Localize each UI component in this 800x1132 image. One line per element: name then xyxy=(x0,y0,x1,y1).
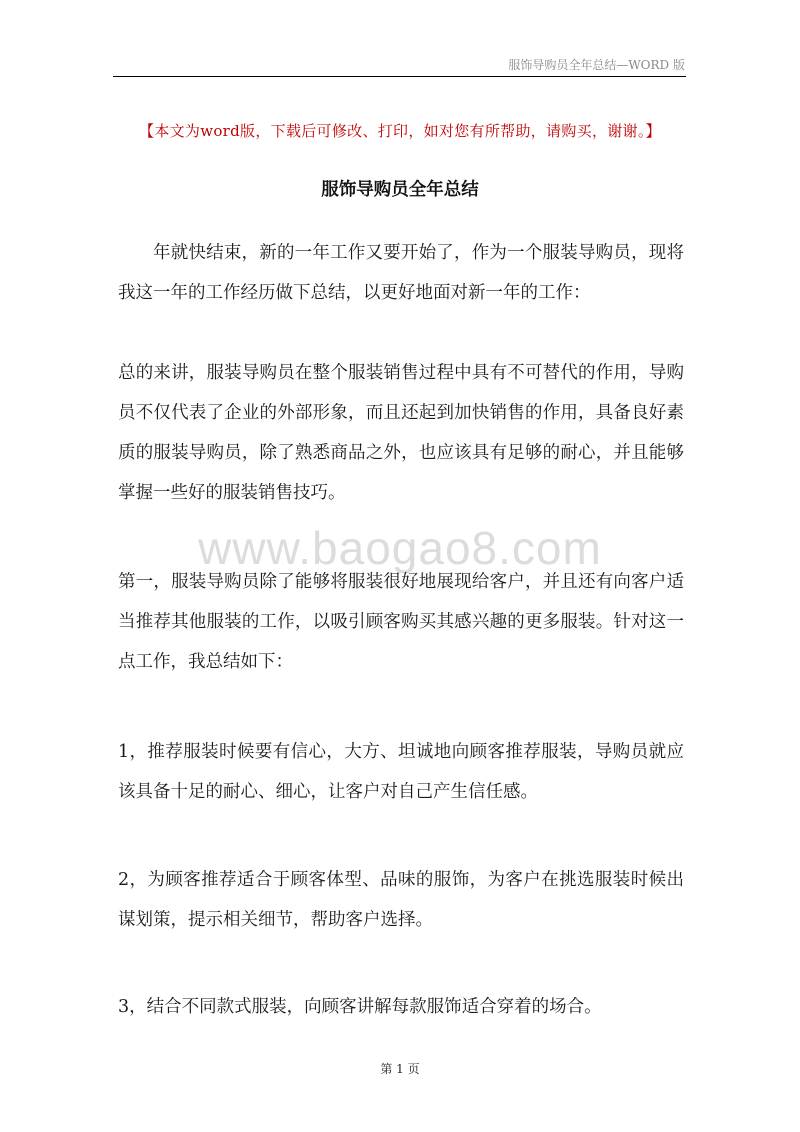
paragraph-overview: 总的来讲，服装导购员在整个服装销售过程中具有不可替代的作用，导购员不仅代表了企业的外部形象，而且还起到加快销售的作用，具备良好素质的服装导购员，除了熟悉商品之外，也应该具有足够的耐心，并且能够掌握一些好的服装销售技巧。 xyxy=(118,363,684,503)
purchase-notice: 【本文为word版，下载后可修改、打印，如对您有所帮助，请购买，谢谢。】 xyxy=(139,122,661,140)
watermark: www.baogao8.com xyxy=(198,522,602,574)
running-header: 服饰导购员全年总结—WORD 版 xyxy=(508,58,685,72)
page-number: 第 1 页 xyxy=(380,1062,420,1076)
paragraph-item-1: 1，推荐服装时候要有信心，大方、坦诚地向顾客推荐服装，导购员就应该具备十足的耐心、细心，让客户对自己产生信任感。 xyxy=(118,742,684,802)
paragraph-item-3: 3，结合不同款式服装，向顾客讲解每款服饰适合穿着的场合。 xyxy=(118,997,602,1017)
paragraph-first-point: 第一，服装导购员除了能够将服装很好地展现给客户，并且还有向客户适当推荐其他服装的工作，以吸引顾客购买其感兴趣的更多服装。针对这一点工作，我总结如下： xyxy=(118,572,684,672)
paragraph-item-2: 2，为顾客推荐适合于顾客体型、品味的服饰，为客户在挑选服装时候出谋划策，提示相关细节，帮助客户选择。 xyxy=(118,870,684,930)
header-divider xyxy=(113,76,686,77)
paragraph-intro: 年就快结束，新的一年工作又要开始了，作为一个服装导购员，现将我这一年的工作经历做下总结，以更好地面对新一年的工作： xyxy=(118,243,684,303)
document-title: 服饰导购员全年总结 xyxy=(321,180,479,200)
